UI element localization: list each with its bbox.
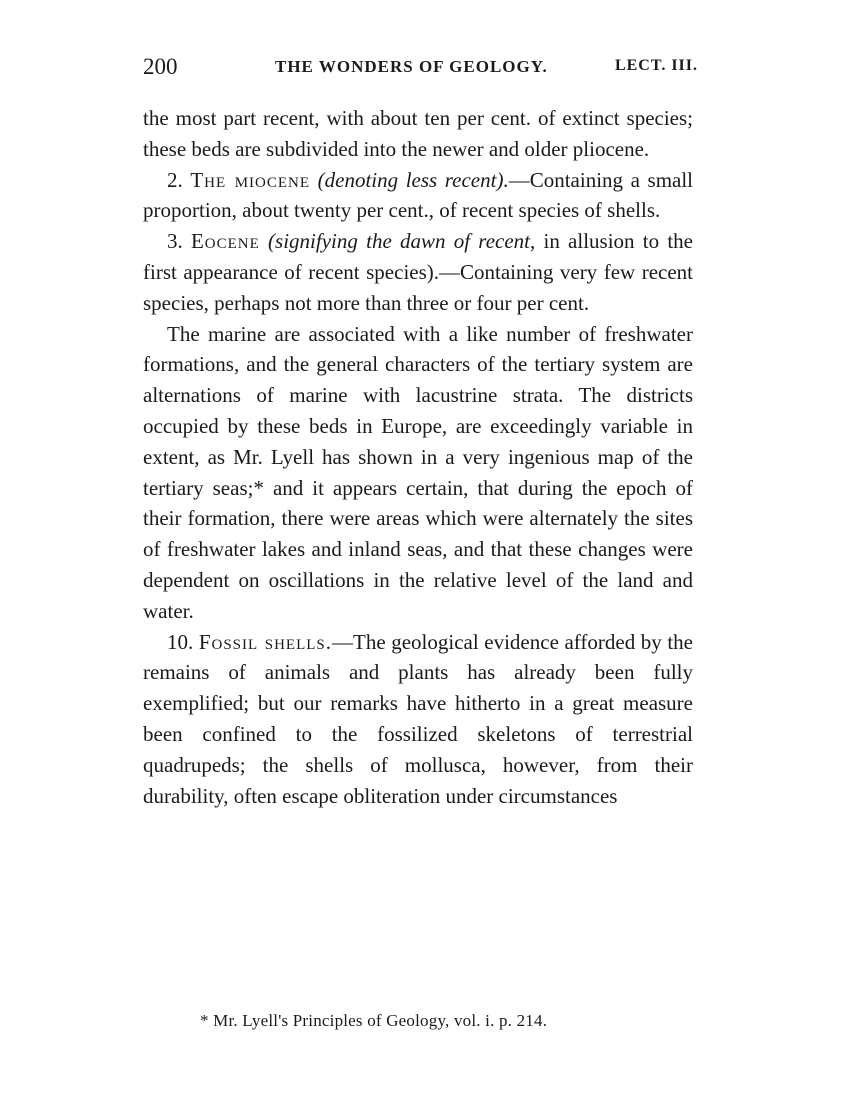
paragraph-text: the most part recent, with about ten per cent. of extinct species; these beds are subdivided into the newer and older pliocene. [143,106,693,161]
paragraph-number: 10. [167,629,194,654]
running-title: THE WONDERS OF GEOLOGY. [275,57,548,76]
paragraph-text: in allusion to the first appearance of recent species).—Containing very few recent species, perhaps not more than three or four per cent. [143,229,694,315]
lecture-label: LECT. III. [614,57,698,74]
footnote: * Mr. Lyell's Principles of Geology, vol. i. p. 214. [200,1011,548,1030]
paragraph-text: —The geological evidence afforded by the remains of animals and plants has already been fully exemplified; but our remarks have hitherto in a great measure been confined to the fossilized skeletons of terrestrial quadrupeds; the shells of mollusca, however, from their durability, often escape obliteration under circumstances [143,629,694,808]
heading-gloss: (denoting less recent). [317,167,509,192]
paragraph-fossil-shells [143,627,693,812]
paragraph-pliocene-continuation [143,103,693,165]
paragraph-text: —Containing a small proportion, about twenty per cent., of recent species of shells. [143,167,694,223]
section-heading: Eocene [190,229,260,254]
heading-gloss: (signifying the dawn of recent, [268,229,536,254]
paragraph-miocene [143,165,693,227]
paragraph-number: 2. [167,167,183,192]
section-heading: The miocene [190,167,311,192]
body-text [143,103,693,811]
paragraph-marine-freshwater [143,319,693,627]
paragraph-text: The marine are associated with a like number of freshwater formations, and the general characters of the tertiary system are alternations of marine with lacustrine strata. The districts occupied by these beds in Europe, are exceedingly variable in extent, as Mr. Lyell has shown in a very ingenious map of the tertiary seas;* and it appears certain, that during the epoch of their formation, there were areas which were alternately the sites of freshwater lakes and inland seas, and that these changes were dependent on oscillations in the relative level of the land and water. [143,321,693,623]
paragraph-number: 3. [167,229,183,254]
section-heading: Fossil shells. [198,629,333,654]
paragraph-eocene [143,226,693,318]
page-number: 200 [143,54,178,79]
page-header [143,54,698,86]
